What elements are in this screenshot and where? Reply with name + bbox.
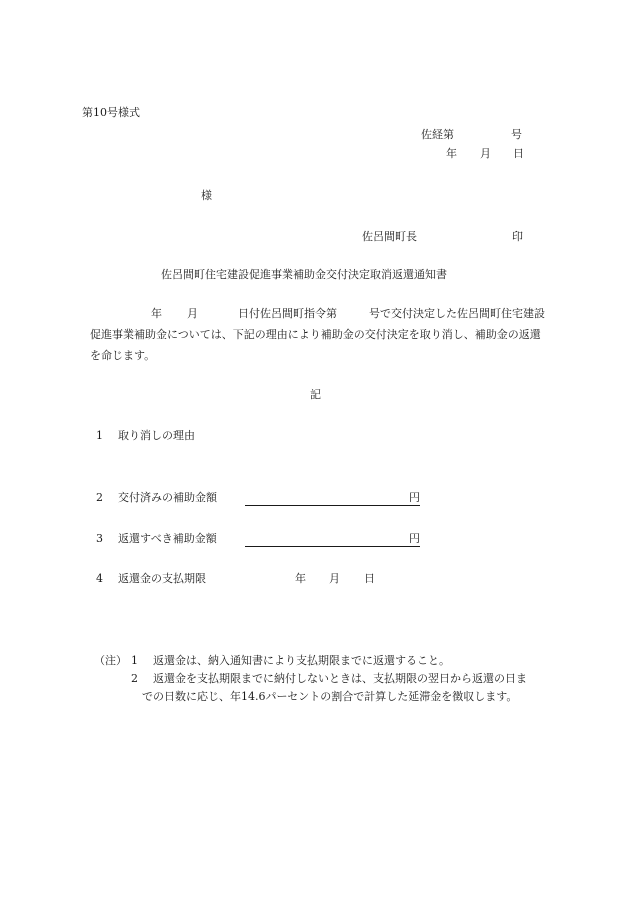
date-day: 日 xyxy=(513,147,524,160)
item-4-day: 日 xyxy=(364,572,375,585)
date-year: 年 xyxy=(446,147,457,160)
item-2-amount-line[interactable] xyxy=(245,505,420,506)
item-3-label: 返還すべき補助金額 xyxy=(118,532,217,545)
body-year: 年 xyxy=(151,307,162,320)
item-4-month: 月 xyxy=(329,572,340,585)
record-label: 記 xyxy=(310,388,321,401)
item-3-number: 3 xyxy=(96,532,103,545)
body-text-2: 号で交付決定した佐呂間町住宅建設促進事業補助金については、下記の理由により補助金の交付決定を取り消し、補助金の返還を命じます。 xyxy=(90,307,545,362)
item-3-amount-line[interactable] xyxy=(245,546,420,547)
note-2-text-line1: 返還金を支払期限までに納付しないときは、支払期限の翌日から返還の日ま xyxy=(153,672,527,685)
item-1-label: 取り消しの理由 xyxy=(118,429,195,442)
note-2-text-line2: での日数に応じ、年14.6パーセントの割合で計算した延滞金を徴収します。 xyxy=(142,690,518,703)
item-4-number: 4 xyxy=(96,572,103,585)
body-month: 月 xyxy=(187,307,198,320)
item-3-unit: 円 xyxy=(409,532,420,545)
doc-number-suffix: 号 xyxy=(511,128,522,141)
doc-number-prefix: 佐経第 xyxy=(421,128,454,141)
seal-mark: 印 xyxy=(512,230,523,243)
body-paragraph xyxy=(90,303,550,366)
item-2-number: 2 xyxy=(96,491,103,504)
date-month: 月 xyxy=(480,147,491,160)
item-2-label: 交付済みの補助金額 xyxy=(118,491,217,504)
note-1-number: 1 xyxy=(131,654,138,667)
notes-label: （注） xyxy=(94,654,127,667)
body-text-1: 日付佐呂間町指令第 xyxy=(238,307,337,320)
item-4-year: 年 xyxy=(295,572,306,585)
form-number: 第10号様式 xyxy=(82,106,140,119)
note-1-text: 返還金は、納入通知書により支払期限までに返還すること。 xyxy=(153,654,450,667)
note-2-number: 2 xyxy=(131,672,138,685)
sender-title: 佐呂間町長 xyxy=(362,230,417,243)
item-2-unit: 円 xyxy=(409,491,420,504)
addressee-suffix: 様 xyxy=(201,189,212,202)
item-4-label: 返還金の支払期限 xyxy=(118,572,206,585)
document-title: 佐呂間町住宅建設促進事業補助金交付決定取消返還通知書 xyxy=(161,268,447,281)
item-1-number: 1 xyxy=(96,429,103,442)
